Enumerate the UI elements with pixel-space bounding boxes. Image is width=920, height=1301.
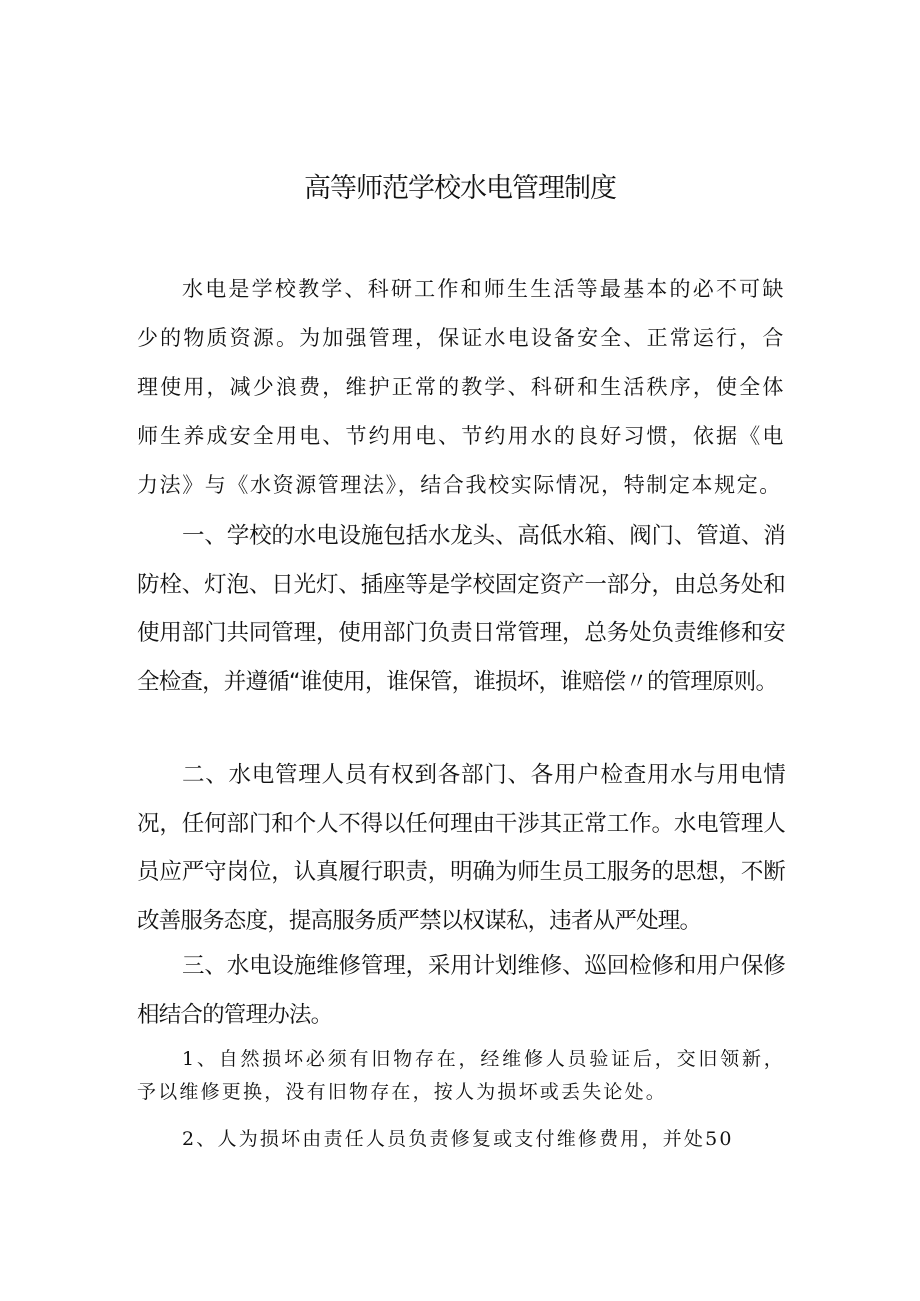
document-title: 高等师范学校水电管理制度 <box>304 173 616 204</box>
paragraph-item-3: 三、水电设施维修管理，采用计划维修、巡回检修和用户保修相结合的管理办法。 <box>137 953 785 1028</box>
paragraph-intro: 水电是学校教学、科研工作和师生生活等最基本的必不可缺少的物质资源。为加强管理，保证水电设备安全、正常运行，合理使用，减少浪费，维护正常的教学、科研和生活秩序，使全体师生养成安全用电、节约用电、节约用水的良好习惯，依据《电力法》与《水资源管理法》，结合我校实际情况，特制定本规定。 <box>137 277 785 497</box>
paragraph-subitem-2: 2、人为损坏由责任人员负责修复或支付维修费用，并处50 <box>182 1128 734 1150</box>
paragraph-item-1: 一、学校的水电设施包括水龙头、高低水箱、阀门、管道、消防栓、灯泡、日光灯、插座等是学校固定资产一部分，由总务处和使用部门共同管理，使用部门负责日常管理，总务处负责维修和安全检查，并遵循“谁使用，谁保管，谁损坏，谁赔偿〃的管理原则。 <box>137 523 785 695</box>
paragraph-item-2: 二、水电管理人员有权到各部门、各用户检查用水与用电情况，任何部门和个人不得以任何理由干涉其正常工作。水电管理人员应严守岗位，认真履行职责，明确为师生员工服务的思想，不断改善服务态度，提高服务质严禁以权谋私，违者从严处理。 <box>137 762 785 934</box>
paragraph-subitem-1: 1、自然损坏必须有旧物存在，经维修人员验证后，交旧领新，予以维修更换，没有旧物存在，按人为损坏或丢失论处。 <box>137 1048 785 1103</box>
